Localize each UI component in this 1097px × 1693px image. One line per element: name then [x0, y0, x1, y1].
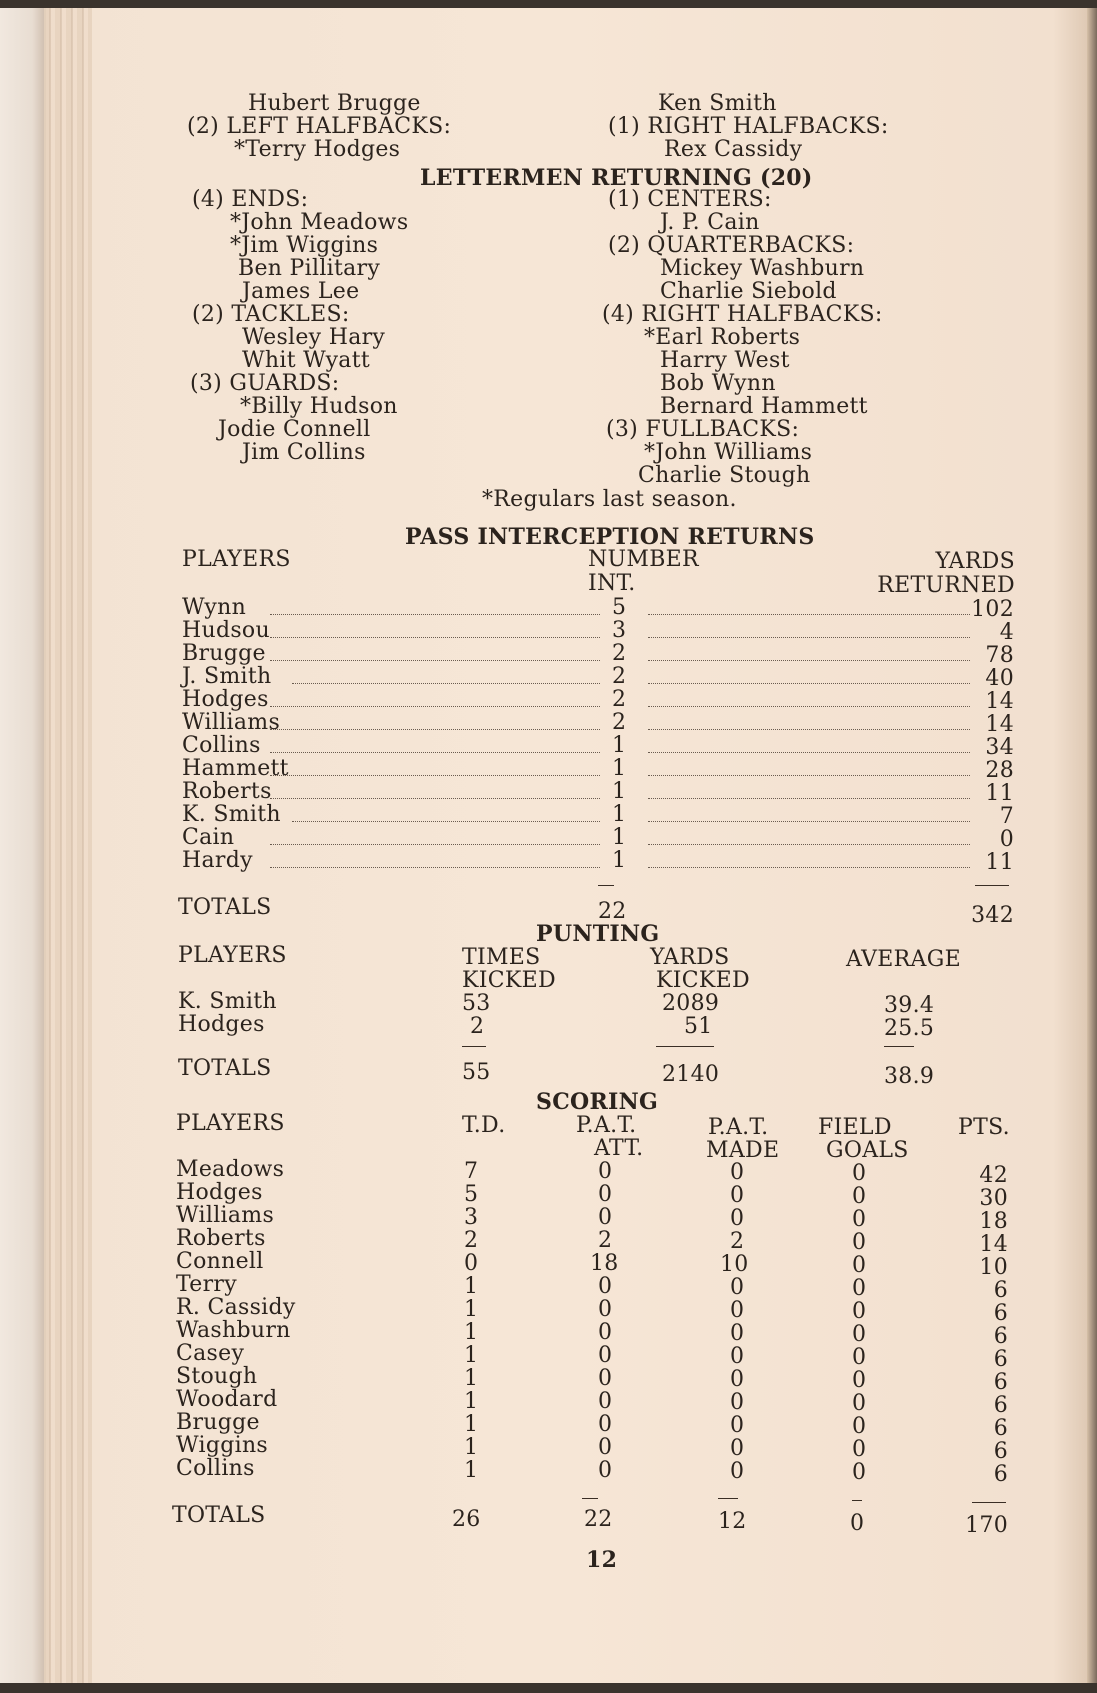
guard-name: Jim Collins	[242, 440, 366, 465]
dotted-leader	[648, 660, 970, 661]
pi-yards: 14	[985, 712, 1014, 737]
lettermen-title: LETTERMEN RETURNING (20)	[420, 165, 813, 191]
score-col-td: T.D.	[462, 1113, 506, 1138]
guards-header: (3) GUARDS:	[190, 371, 340, 396]
pi-player: K. Smith	[182, 802, 281, 827]
dotted-leader	[270, 844, 600, 845]
score-player: Casey	[176, 1341, 245, 1366]
pi-yards: 102	[971, 597, 1014, 622]
left-halfback-name: *Terry Hodges	[234, 137, 401, 162]
score-fg: 0	[852, 1230, 867, 1255]
score-pat-made: 0	[730, 1321, 745, 1346]
score-fg: 0	[852, 1391, 867, 1416]
pi-yards: 78	[985, 643, 1014, 668]
dotted-leader	[292, 821, 600, 822]
pi-int: 2	[612, 641, 627, 666]
score-player: Roberts	[176, 1226, 266, 1251]
pi-int: 1	[612, 848, 627, 873]
score-fg: 0	[852, 1207, 867, 1232]
dotted-leader	[648, 637, 970, 638]
right-halfback-name: Harry West	[660, 348, 790, 373]
punt-totals-times: 55	[462, 1060, 491, 1085]
tackles-header: (2) TACKLES:	[192, 302, 350, 327]
score-pts: 30	[979, 1186, 1008, 1211]
dotted-leader	[648, 614, 970, 615]
score-pat-att: 0	[598, 1435, 613, 1460]
score-pat-att: 0	[598, 1366, 613, 1391]
regulars-footnote: *Regulars last season.	[482, 487, 737, 512]
punt-yards: 2089	[662, 991, 720, 1016]
pi-total-rule	[975, 885, 1009, 886]
punt-player: Hodges	[178, 1012, 265, 1037]
score-pat-att: 0	[598, 1297, 613, 1322]
end-name: *Jim Wiggins	[230, 233, 379, 258]
dotted-leader	[648, 683, 970, 684]
score-fg: 0	[852, 1437, 867, 1462]
punt-totals-avg: 38.9	[884, 1064, 935, 1089]
score-col-field-goals: FIELD	[818, 1115, 892, 1140]
score-totals-pts: 170	[965, 1513, 1008, 1538]
ends-header: (4) ENDS:	[192, 187, 309, 212]
score-pat-att: 0	[598, 1182, 613, 1207]
score-totals-made: 12	[718, 1509, 747, 1534]
score-pts: 6	[993, 1301, 1008, 1326]
pi-player: Brugge	[182, 641, 266, 666]
score-fg: 0	[852, 1276, 867, 1301]
punt-totals-label: TOTALS	[178, 1056, 272, 1081]
score-player: Wiggins	[176, 1433, 269, 1458]
pi-yards: 40	[985, 666, 1014, 691]
dotted-leader	[270, 637, 600, 638]
fullback-name: Charlie Stough	[638, 463, 811, 488]
score-pat-made: 0	[730, 1436, 745, 1461]
dotted-leader	[648, 729, 970, 730]
score-pat-made: 0	[730, 1298, 745, 1323]
score-pat-made: 0	[730, 1206, 745, 1231]
score-td: 1	[464, 1435, 479, 1460]
right-halfback-name: Bob Wynn	[660, 371, 776, 396]
pi-totals-int: 22	[598, 899, 627, 924]
pi-yards: 28	[985, 758, 1014, 783]
score-td: 7	[464, 1159, 479, 1184]
score-td: 2	[464, 1228, 479, 1253]
score-col-pat-att-sub: ATT.	[594, 1136, 644, 1161]
score-pts: 6	[993, 1462, 1008, 1487]
pi-yards: 34	[985, 735, 1014, 760]
punt-col-players: PLAYERS	[178, 943, 287, 968]
tackle-name: Wesley Hary	[242, 325, 386, 350]
score-pts: 42	[979, 1163, 1008, 1188]
scoring-title: SCORING	[536, 1089, 659, 1115]
score-pts: 6	[993, 1370, 1008, 1395]
center-name: J. P. Cain	[660, 210, 760, 235]
score-fg: 0	[852, 1322, 867, 1347]
score-col-pat-made: P.A.T.	[708, 1115, 769, 1140]
pi-player: Wynn	[182, 595, 247, 620]
right-halfbacks-header-1: (1) RIGHT HALFBACKS:	[608, 114, 889, 139]
punt-times: 53	[462, 991, 491, 1016]
score-fg: 0	[852, 1345, 867, 1370]
score-pat-att: 0	[598, 1205, 613, 1230]
pi-int: 1	[612, 802, 627, 827]
score-pts: 6	[993, 1416, 1008, 1441]
tackle-name: Whit Wyatt	[242, 348, 371, 373]
dotted-leader	[270, 775, 600, 776]
score-td: 1	[464, 1320, 479, 1345]
score-td: 5	[464, 1182, 479, 1207]
dotted-leader	[270, 660, 600, 661]
book-binding	[0, 0, 46, 1693]
pi-int: 1	[612, 825, 627, 850]
end-name: James Lee	[242, 279, 360, 304]
pi-col-yards-sub: RETURNED	[877, 573, 1015, 598]
punt-col-average: AVERAGE	[846, 947, 961, 972]
score-pts: 6	[993, 1347, 1008, 1372]
score-pat-att: 0	[598, 1343, 613, 1368]
dotted-leader	[270, 867, 600, 868]
continued-left-name: Hubert Brugge	[248, 91, 421, 116]
punt-times: 2	[470, 1014, 485, 1039]
score-td: 1	[464, 1458, 479, 1483]
pi-player: Cain	[182, 825, 235, 850]
score-player: Brugge	[176, 1410, 260, 1435]
score-td: 1	[464, 1343, 479, 1368]
score-pat-att: 0	[598, 1274, 613, 1299]
score-total-rule	[582, 1498, 598, 1499]
pi-total-rule	[598, 885, 614, 886]
pi-player: Hammett	[182, 756, 289, 781]
dotted-leader	[270, 706, 600, 707]
score-pat-made: 0	[730, 1459, 745, 1484]
pi-player: Hodges	[182, 687, 269, 712]
pi-yards: 0	[999, 827, 1014, 852]
score-pts: 6	[993, 1439, 1008, 1464]
score-fg: 0	[852, 1253, 867, 1278]
punt-col-times-sub: KICKED	[462, 968, 556, 993]
punting-title: PUNTING	[536, 921, 660, 947]
score-player: Hodges	[176, 1180, 263, 1205]
score-td: 1	[464, 1366, 479, 1391]
score-pat-made: 0	[730, 1413, 745, 1438]
pi-yards: 4	[999, 620, 1014, 645]
pi-int: 1	[612, 779, 627, 804]
score-td: 0	[464, 1251, 479, 1276]
dotted-leader	[648, 775, 970, 776]
score-pat-made: 10	[720, 1252, 749, 1277]
score-col-pts: PTS.	[958, 1115, 1010, 1140]
score-pat-att: 0	[598, 1458, 613, 1483]
score-fg: 0	[852, 1414, 867, 1439]
right-halfbacks-header-2: (4) RIGHT HALFBACKS:	[602, 302, 883, 327]
score-pat-made: 0	[730, 1367, 745, 1392]
score-pat-made: 0	[730, 1160, 745, 1185]
score-fg: 0	[852, 1184, 867, 1209]
quarterback-name: Charlie Siebold	[660, 279, 837, 304]
right-halfback-name: Bernard Hammett	[660, 394, 868, 419]
punt-col-yards-sub: KICKED	[656, 968, 750, 993]
punt-col-times: TIMES	[462, 945, 541, 970]
score-totals-td: 26	[452, 1507, 481, 1532]
score-pat-made: 0	[730, 1390, 745, 1415]
score-player: Washburn	[176, 1318, 291, 1343]
score-pts: 6	[993, 1324, 1008, 1349]
pi-int: 1	[612, 733, 627, 758]
score-td: 1	[464, 1297, 479, 1322]
score-player: Meadows	[176, 1157, 285, 1182]
quarterback-name: Mickey Washburn	[660, 256, 865, 281]
pi-int: 1	[612, 756, 627, 781]
pi-player: Williams	[182, 710, 281, 735]
dotted-leader	[648, 798, 970, 799]
score-pat-att: 0	[598, 1320, 613, 1345]
score-pat-att: 0	[598, 1412, 613, 1437]
punt-totals-yards: 2140	[662, 1062, 720, 1087]
dotted-leader	[270, 798, 600, 799]
pi-player: Collins	[182, 733, 261, 758]
pi-yards: 14	[985, 689, 1014, 714]
pi-player: Hardy	[182, 848, 253, 873]
page-top-edge	[0, 0, 1097, 8]
centers-header: (1) CENTERS:	[608, 187, 772, 212]
guard-name: *Billy Hudson	[240, 394, 398, 419]
score-pat-att: 18	[590, 1251, 619, 1276]
score-td: 1	[464, 1274, 479, 1299]
punt-avg: 25.5	[884, 1016, 935, 1041]
score-pts: 10	[979, 1255, 1008, 1280]
score-col-field-goals-sub: GOALS	[826, 1138, 909, 1163]
pi-yards: 7	[999, 804, 1014, 829]
score-total-rule	[852, 1500, 862, 1501]
score-player: Stough	[176, 1364, 258, 1389]
right-halfback-name: Rex Cassidy	[664, 137, 803, 162]
score-pts: 6	[993, 1393, 1008, 1418]
pi-int: 3	[612, 618, 627, 643]
score-player: Collins	[176, 1456, 255, 1481]
score-pts: 18	[979, 1209, 1008, 1234]
punt-yards: 51	[684, 1014, 713, 1039]
pi-yards: 11	[985, 850, 1014, 875]
score-td: 1	[464, 1389, 479, 1414]
fullback-name: *John Williams	[644, 440, 813, 465]
punt-player: K. Smith	[178, 989, 277, 1014]
pi-totals-label: TOTALS	[178, 895, 272, 920]
pi-col-yards: YARDS	[935, 549, 1015, 574]
score-player: R. Cassidy	[176, 1295, 296, 1320]
dotted-leader	[648, 844, 970, 845]
pi-int: 5	[612, 595, 627, 620]
score-fg: 0	[852, 1460, 867, 1485]
end-name: *John Meadows	[230, 210, 409, 235]
pi-int: 2	[612, 710, 627, 735]
score-player: Connell	[176, 1249, 264, 1274]
score-player: Williams	[176, 1203, 275, 1228]
score-total-rule	[972, 1502, 1006, 1503]
punt-col-yards: YARDS	[650, 945, 730, 970]
quarterbacks-header: (2) QUARTERBACKS:	[608, 233, 855, 258]
score-fg: 0	[852, 1368, 867, 1393]
score-player: Terry	[176, 1272, 237, 1297]
score-totals-att: 22	[584, 1507, 613, 1532]
pass-interception-title: PASS INTERCEPTION RETURNS	[405, 524, 815, 550]
left-halfbacks-header: (2) LEFT HALFBACKS:	[187, 114, 452, 139]
dotted-leader	[270, 729, 600, 730]
score-pat-att: 2	[598, 1228, 613, 1253]
pi-int: 2	[612, 664, 627, 689]
score-td: 3	[464, 1205, 479, 1230]
score-pat-att: 0	[598, 1389, 613, 1414]
score-pat-made: 2	[730, 1229, 745, 1254]
guard-name: Jodie Connell	[218, 417, 371, 442]
right-halfback-name: *Earl Roberts	[644, 325, 801, 350]
punt-total-rule	[884, 1046, 914, 1047]
score-fg: 0	[852, 1161, 867, 1186]
page-number: 12	[586, 1547, 618, 1573]
score-pts: 6	[993, 1278, 1008, 1303]
page-edges	[44, 0, 92, 1693]
pi-col-number: NUMBER	[588, 547, 699, 572]
pi-player: Hudsou	[182, 618, 270, 643]
score-player: Woodard	[176, 1387, 278, 1412]
score-col-players: PLAYERS	[176, 1111, 285, 1136]
dotted-leader	[648, 706, 970, 707]
score-fg: 0	[852, 1299, 867, 1324]
score-pat-made: 0	[730, 1183, 745, 1208]
punt-total-rule	[656, 1046, 714, 1047]
score-totals-fg: 0	[850, 1511, 865, 1536]
continued-right-name: Ken Smith	[658, 91, 777, 116]
pi-player: Roberts	[182, 779, 272, 804]
score-col-pat-made-sub: MADE	[706, 1138, 780, 1163]
score-col-pat-att: P.A.T.	[576, 1113, 637, 1138]
dotted-leader	[292, 683, 600, 684]
punt-total-rule	[462, 1046, 486, 1047]
dotted-leader	[270, 614, 600, 615]
pi-col-number-sub: INT.	[588, 571, 636, 596]
page-right-edge	[1087, 0, 1097, 1693]
score-pat-made: 0	[730, 1344, 745, 1369]
pi-player: J. Smith	[182, 664, 272, 689]
punt-avg: 39.4	[884, 993, 935, 1018]
dotted-leader	[270, 752, 600, 753]
dotted-leader	[648, 821, 970, 822]
end-name: Ben Pillitary	[238, 256, 381, 281]
score-total-rule	[718, 1498, 738, 1499]
score-pat-att: 0	[598, 1159, 613, 1184]
score-totals-label: TOTALS	[172, 1503, 266, 1528]
fullbacks-header: (3) FULLBACKS:	[606, 417, 800, 442]
dotted-leader	[648, 752, 970, 753]
page-bottom-edge	[0, 1683, 1097, 1693]
pi-int: 2	[612, 687, 627, 712]
score-pts: 14	[979, 1232, 1008, 1257]
pi-col-players: PLAYERS	[182, 547, 291, 572]
dotted-leader	[648, 867, 970, 868]
score-td: 1	[464, 1412, 479, 1437]
pi-yards: 11	[985, 781, 1014, 806]
pi-totals-yards: 342	[971, 903, 1014, 928]
score-pat-made: 0	[730, 1275, 745, 1300]
